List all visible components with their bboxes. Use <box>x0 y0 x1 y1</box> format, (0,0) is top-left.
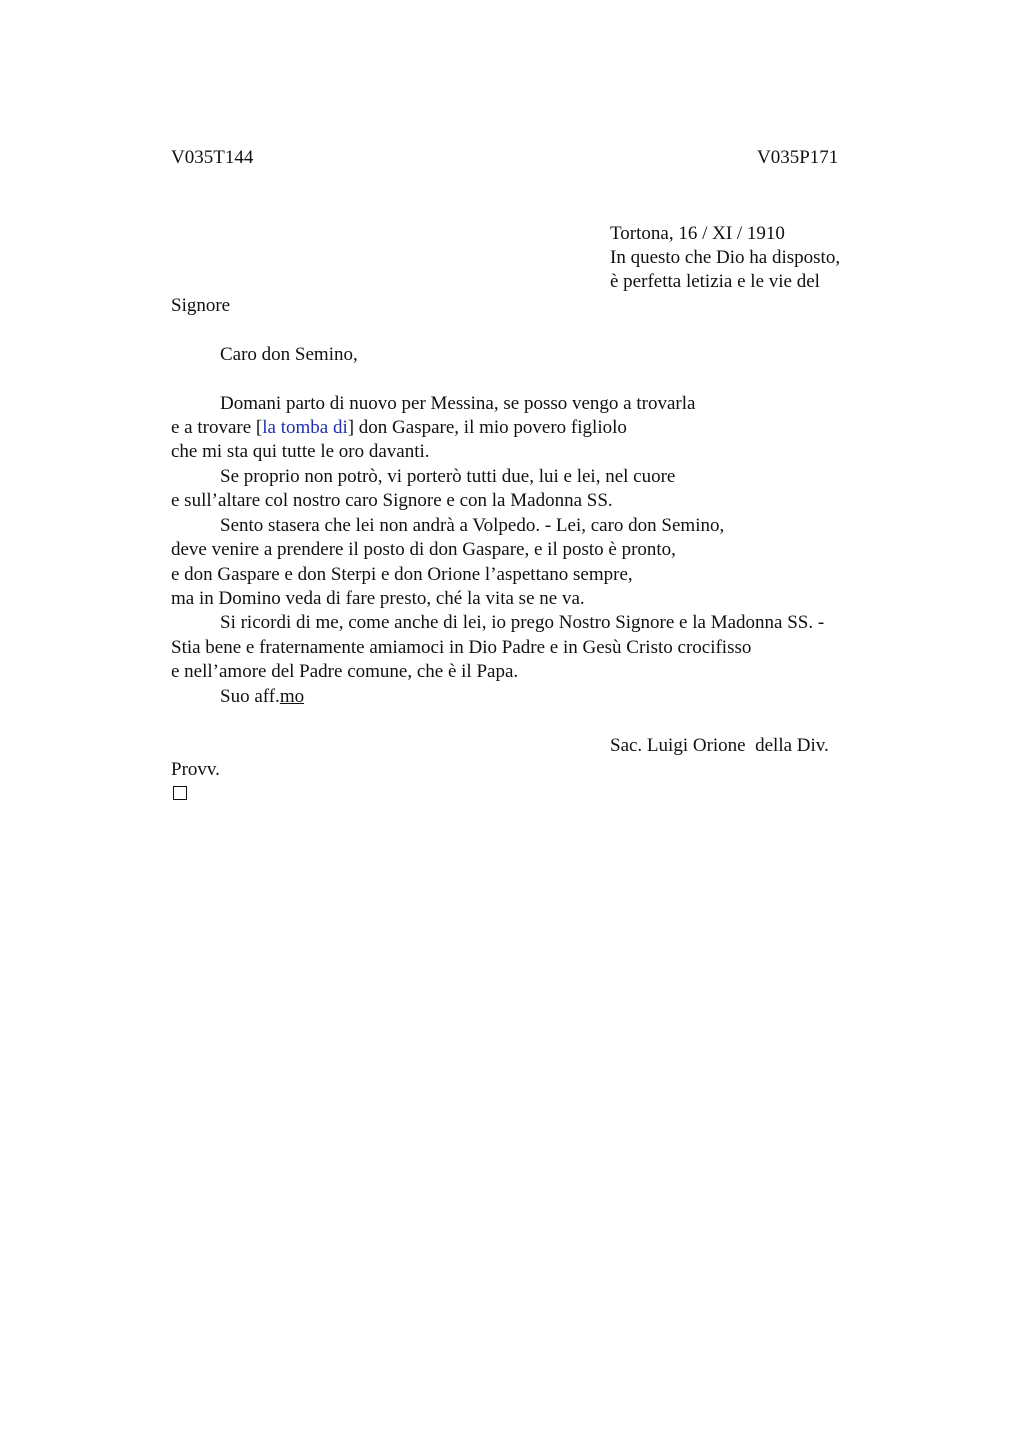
closing <box>220 685 304 709</box>
body-text: e a trovare [ <box>171 417 263 438</box>
body-line: Si ricordi di me, come anche di lei, io prego Nostro Signore e la Madonna SS. - <box>220 612 825 633</box>
signature-line-2: Provv. <box>171 759 220 780</box>
end-mark-box-icon <box>173 786 187 800</box>
motto-line-1: In questo che Dio ha disposto, <box>610 247 841 268</box>
body-line: Domani parto di nuovo per Messina, se posso vengo a trovarla <box>220 393 696 414</box>
body-line: e nell’amore del Padre comune, che è il Papa. <box>171 661 519 682</box>
body-line: Se proprio non potrò, vi porterò tutti due, lui e lei, nel cuore <box>220 466 676 487</box>
signature-line-1: Sac. Luigi Orione della Div. <box>610 735 829 756</box>
place-date: Tortona, 16 / XI / 1910 <box>610 223 785 244</box>
body-line: che mi sta qui tutte le oro davanti. <box>171 441 430 462</box>
body-line <box>171 416 627 440</box>
body-line: e sull’altare col nostro caro Signore e con la Madonna SS. <box>171 490 613 511</box>
closing-abbreviation: mo <box>279 686 305 707</box>
body-line: Sento stasera che lei non andrà a Volpedo. - Lei, caro don Semino, <box>220 515 725 536</box>
motto-line-2: è perfetta letizia e le vie del <box>610 271 820 292</box>
body-line: e don Gaspare e don Sterpi e don Orione l’aspettano sempre, <box>171 564 633 585</box>
motto-line-3: Signore <box>171 295 231 316</box>
body-line: deve venire a prendere il posto di don Gaspare, e il posto è pronto, <box>171 539 676 560</box>
editorial-insertion: la tomba di <box>262 417 348 438</box>
document-code-left: V035T144 <box>171 147 254 168</box>
body-text: ] don Gaspare, il mio povero figliolo <box>347 417 627 438</box>
page-code-right: V035P171 <box>757 147 839 168</box>
body-line: ma in Domino veda di fare presto, ché la vita se ne va. <box>171 588 585 609</box>
body-line: Stia bene e fraternamente amiamoci in Dio Padre e in Gesù Cristo crocifisso <box>171 637 752 658</box>
closing-text: Suo aff. <box>220 686 280 707</box>
salutation: Caro don Semino, <box>220 344 358 365</box>
